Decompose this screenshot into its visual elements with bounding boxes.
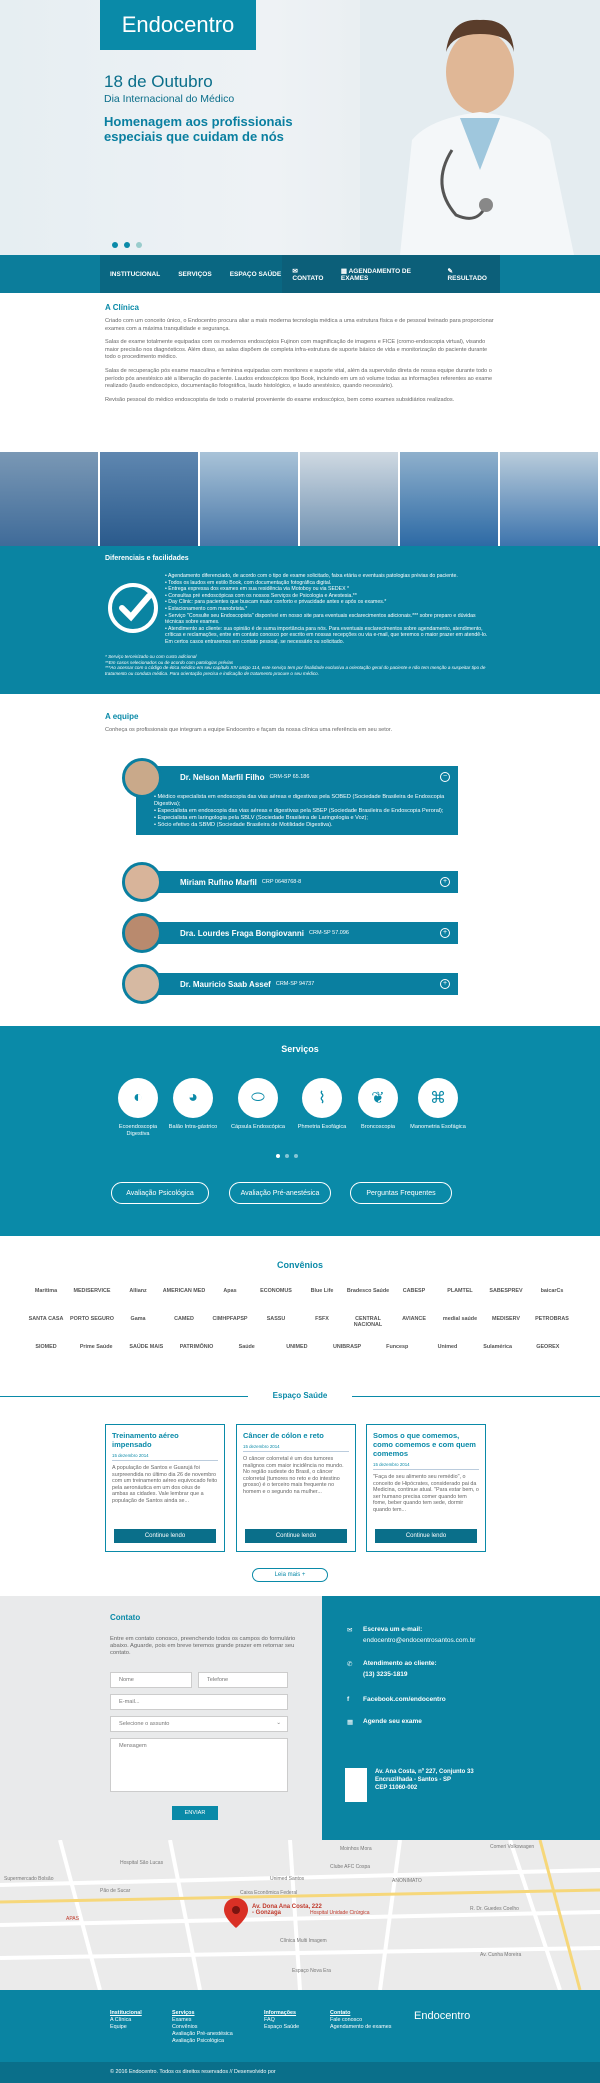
services-title: Serviços — [281, 1044, 319, 1054]
diff-note: * Serviço terceirizado ou com custo adicional — [105, 654, 197, 659]
read-more-button[interactable]: Leia mais + — [252, 1568, 328, 1582]
continue-button[interactable]: Continue lendo — [245, 1529, 347, 1543]
hero-subtitle: Dia Internacional do Médico — [104, 93, 235, 105]
convenio-logo: PETROBRAS — [535, 1316, 569, 1322]
service-item[interactable] — [228, 1078, 288, 1131]
avatar — [122, 758, 162, 798]
clinic-paragraph: Revisão pessoal do médico endoscopista de todo o material proveniente do exame endoscópico, bem como exames subsidiários realizados. — [105, 396, 455, 403]
manometry-icon: ⌘ — [418, 1078, 458, 1118]
service-label: Manometria Esofágica — [410, 1124, 466, 1130]
diff-notes — [105, 654, 495, 676]
service-label: Ecoendoscopia Digestiva — [118, 1124, 158, 1137]
diff-item: • Consultas pré endoscópicas com os nossos Serviços de Psicologia e Anestesia.** — [165, 592, 357, 599]
esophagus-icon: ⌇ — [302, 1078, 342, 1118]
chevron-down-icon: ⌄ — [276, 1720, 281, 1726]
phone-field[interactable]: Telefone — [198, 1672, 288, 1688]
service-item[interactable] — [408, 1078, 468, 1131]
convenio-logo: PATRIMÔNIO — [179, 1344, 214, 1350]
member-crm: CRM-SP 57.096 — [309, 930, 349, 936]
espaco-saude-section — [0, 1386, 600, 1586]
diff-note: ***Ao acessar com o código de ética médico em seu capítulo XIV artigo 114, este serviço tem por finalidade exclusiva a orientação geral do paciente e não tem menção a suspeitar tipo de tratamento ou conduta médica. Para orientação precisa e indicação de tratamento procure o seu médico. — [105, 665, 486, 676]
expand-icon[interactable]: + — [440, 877, 450, 887]
clinic-title: A Clínica — [105, 303, 139, 312]
article-date: 15 dezembro 2014 — [112, 1453, 218, 1461]
services-carousel-dots[interactable] — [276, 1154, 298, 1158]
carousel-dot[interactable] — [112, 242, 118, 248]
member-crm: CRM-SP 65.186 — [269, 774, 310, 780]
convenio-logo: Sulamérica — [483, 1344, 513, 1350]
footer-link[interactable]: Espaço Saúde — [264, 2024, 300, 2030]
article-date: 15 dezembro 2014 — [243, 1444, 349, 1452]
check-icon — [107, 582, 159, 634]
clinic-photo — [100, 452, 200, 546]
article-excerpt: O câncer colorretal é um dos tumores malignos com maior incidência no mundo. No região sudeste do Brasil, o câncer colorretal (tumores no reto e do intestino grosso) é o terceiro mais frequente no homem e o segundo na mulher... — [243, 1456, 344, 1495]
contact-phone[interactable]: (13) 3235-1819 — [363, 1671, 408, 1678]
calendar-icon: ▦ — [347, 1719, 354, 1726]
nav-espaco-saude[interactable]: ESPAÇO SAÚDE — [229, 270, 282, 278]
service-label: Broncoscopia — [361, 1124, 395, 1130]
member-name: Dra. Lourdes Fraga Bongiovanni — [180, 928, 305, 938]
map-label: Hospital Unidade Cirúrgica — [310, 1910, 370, 1916]
service-item[interactable] — [292, 1078, 352, 1131]
footer-col-title[interactable]: Contato — [330, 2010, 351, 2016]
convenio-logo: SABESPREV — [489, 1288, 523, 1294]
address-block — [345, 1768, 474, 1792]
map-marker-label: Av. Dona Ana Costa, 222 - Gonzaga — [252, 1904, 322, 1916]
clinic-photo — [400, 452, 500, 546]
convenio-logo: Blue Life — [310, 1288, 334, 1294]
email-label: Escreva um e-mail: — [363, 1626, 423, 1633]
convenio-logo: SASSU — [266, 1316, 286, 1322]
nav-resultado[interactable]: ✎ RESULTADO — [447, 267, 487, 282]
clinic-photo — [500, 452, 600, 546]
map-label: R. Dr. Guedes Coelho — [470, 1906, 519, 1912]
convenio-logo: FSFX — [315, 1316, 329, 1322]
convenio-logo: PLAMTEL — [447, 1288, 473, 1294]
clinic-photo — [0, 452, 100, 546]
article-excerpt: "Faça de seu alimento seu remédio", o conceito de Hipócrates, considerado pai da Medicina, continue atual. "Para estar bem, o ser humano precisa comer quando tem fome, beber quando tem sede, dormir quando tem... — [373, 1474, 479, 1513]
member-crm: CRM-SP 94737 — [275, 981, 315, 987]
member-details: • Médico especialista em endoscopia das vias aéreas e digestivas pela SOBED (Sociedade Brasileira de Endoscopia Digestiva); • Especialista em endoscopia das vias aéreas e digestivas pela SBEP (Sociedade Brasileira de Endoscopia Peroral); • Especialista em laringologia pela SBLV (Sociedade Brasileira de Laringologia e Voz); • Sócio efetivo da SBMD (Sociedade Brasileira de Motilidade Digestiva). — [136, 788, 458, 835]
article-date: 15 dezembro 2014 — [373, 1462, 479, 1470]
carousel-dot[interactable] — [276, 1154, 280, 1158]
schedule-label: Agende seu exame — [363, 1718, 422, 1725]
building-icon — [345, 1768, 367, 1802]
diff-note: **Em casos selecionados ou de acordo com patologias prévias — [105, 659, 234, 665]
service-item[interactable] — [163, 1078, 223, 1131]
differentials-section — [0, 546, 600, 694]
doctor-photo — [360, 0, 600, 255]
diff-title: Diferenciais e facilidades — [105, 555, 189, 562]
member-crm: CRP 06487​68-8 — [261, 879, 302, 885]
contact-section — [0, 1596, 600, 1840]
footer-col — [110, 2010, 142, 2031]
footer-link[interactable]: FAQ — [264, 2017, 275, 2023]
nav-servicos[interactable]: SERVIÇOS — [178, 270, 212, 278]
article-title[interactable]: Somos o que comemos, como comemos e com quem comemos — [373, 1431, 476, 1458]
nav-agendamento[interactable]: ▦ AGENDAMENTO DE EXAMES — [340, 267, 411, 282]
convenio-logo: Gama — [130, 1316, 146, 1322]
footer-link[interactable]: Fale conosco — [330, 2017, 363, 2023]
phone-label: Atendimento ao cliente: — [363, 1660, 437, 1667]
convenio-logo: baicarCs — [540, 1288, 564, 1294]
btn-avaliacao-psicologica[interactable]: Avaliação Psicológica — [111, 1182, 209, 1204]
diff-item: • Atendimento ao cliente: sua opinião é de suma importância para nós. Para eventuais esclarecimentos sobre agendamento, atendimento, críticas e reclamações, entre em contato conosco por escrito em nossas recepções ou via e-mail, que teremos o maior prazer em atendê-lo. Em certos casos entraremos em contato pessoal, se necessário ou solicitado. — [165, 625, 488, 645]
article-card[interactable] — [105, 1424, 225, 1552]
diff-list — [165, 573, 495, 646]
convenio-logo: PORTO SEGURO — [70, 1316, 114, 1322]
facebook-label: Facebook.com/endocentro — [363, 1696, 446, 1703]
footer-link[interactable]: Avaliação Psicológica — [172, 2038, 225, 2044]
carousel-dots[interactable] — [112, 242, 142, 248]
logo[interactable]: Endocentro — [100, 0, 256, 50]
btn-avaliacao-pre-anestesica[interactable]: Avaliação Pré-anestésica — [229, 1182, 331, 1204]
convenio-logo: AMERICAN MED — [162, 1288, 206, 1294]
convenio-logo: CENTRAL NACIONAL — [353, 1316, 383, 1328]
convenio-logo: GEOREX — [536, 1344, 560, 1350]
member-name: Dr. Mauricio Saab Assef — [180, 979, 271, 989]
capsule-icon: ⬭ — [238, 1078, 278, 1118]
subject-select[interactable] — [110, 1716, 288, 1732]
clinic-paragraph: Salas de recuperação pós exame masculina e feminina equipadas com monitores e suporte vital, além da supervisão direta de nossa equipe durante todo o período pós anestésico até a liberação do paciente. Laudos endoscópicos tipo Book, incluindo em um só volume todas as informações referentes ao exame realizado (laudo endoscópico, documentação fotográfica, laudo histológico, e laudo anestésico, quando necessário). — [105, 367, 493, 390]
address-line: CEP 11060-002 — [375, 1785, 418, 1791]
message-field[interactable]: Mensagem — [110, 1738, 288, 1792]
convenio-logo: UNIBRASP — [333, 1344, 362, 1350]
diff-item: • Agendamento diferenciado, de acordo com o tipo de exame solicitado, faixa etária e eventuais patologias prévias do paciente. — [165, 573, 458, 579]
expand-icon[interactable]: + — [440, 979, 450, 989]
convenio-logo: SIOMED — [35, 1344, 57, 1350]
nav-contato[interactable]: ✉ CONTATO — [292, 267, 324, 282]
footer — [0, 1990, 600, 2083]
service-label: Phmetria Esofágica — [297, 1124, 347, 1130]
footer-col-title[interactable]: Serviços — [172, 2010, 195, 2016]
clinic-section — [0, 293, 600, 453]
continue-button[interactable]: Continue lendo — [114, 1529, 216, 1543]
convenio-logo: CABESP — [402, 1288, 426, 1294]
map-label: Av. Cunha Moreira — [480, 1952, 522, 1958]
footer-link[interactable]: A Clínica — [110, 2017, 132, 2023]
clinic-photo-strip — [0, 452, 600, 546]
btn-perguntas-frequentes[interactable]: Perguntas Frequentes — [350, 1182, 452, 1204]
map-label: Pão de Sucar — [100, 1888, 131, 1894]
phone-icon: ✆ — [347, 1661, 353, 1668]
footer-link[interactable]: Convênios — [172, 2024, 198, 2030]
map-label: Comeri Volkswagen — [490, 1844, 535, 1850]
contact-title: Contato — [110, 1613, 141, 1622]
convenio-logo: MEDISERVICE — [73, 1288, 111, 1294]
convenio-logo: Prime Saúde — [79, 1344, 113, 1350]
convenio-logo: SAÚDE MAIS — [129, 1344, 164, 1350]
footer-col — [172, 2010, 233, 2045]
avatar — [122, 964, 162, 1004]
convenio-logo: Unimed — [437, 1344, 458, 1350]
hero-banner — [0, 0, 600, 255]
footer-col-title[interactable]: Institucional — [110, 2010, 142, 2016]
clinic-photo — [200, 452, 300, 546]
convenio-logo: Apas — [223, 1288, 237, 1294]
schedule-link[interactable] — [347, 1718, 422, 1725]
footer-link[interactable]: Equipe — [110, 2024, 127, 2030]
clinic-paragraph: Salas de exame totalmente equipadas com os modernos endoscópios Fujinon com magnificação de imagens e FICE (cromo-endoscopia virtual), visando maior precisão nos diagnósticos. Além disso, as salas dispõem de completa infra-estrutura de suporte básico de vida e monitorização do paciente durante todo o procedimento médico. — [105, 339, 488, 361]
convenio-logo: Bradesco Saúde — [346, 1288, 390, 1294]
diff-item: • Estacionamento com manobrista.* — [165, 605, 248, 612]
avatar — [122, 913, 162, 953]
article-card[interactable] — [366, 1424, 486, 1552]
lungs-icon: ❦ — [358, 1078, 398, 1118]
nav-institucional[interactable]: INSTITUCIONAL — [110, 270, 161, 278]
address-line: Av. Ana Costa, nº 227, Conjunto 33 — [375, 1769, 474, 1775]
member-header[interactable] — [136, 871, 458, 893]
carousel-dot[interactable] — [294, 1154, 298, 1158]
email-field[interactable]: E-mail... — [110, 1694, 288, 1710]
contact-email-block — [347, 1626, 475, 1644]
map-label: APAS — [66, 1916, 79, 1922]
article-title[interactable]: Treinamento aéreo impensado — [112, 1431, 179, 1449]
hero-tagline: Homenagem aos profissionais especiais que cuidam de nós — [104, 114, 293, 144]
map-label: ANONIMATO — [392, 1878, 422, 1884]
team-intro: Conheça os profissionais que integram a equipe Endocentro e façam da nossa clínica uma referência em seu setor. — [105, 727, 392, 733]
convenio-logo: medial saúde — [442, 1316, 478, 1322]
carousel-dot[interactable] — [136, 242, 142, 248]
send-button[interactable]: ENVIAR — [172, 1806, 218, 1820]
location-map[interactable] — [0, 1840, 600, 1990]
member-header[interactable] — [136, 922, 458, 944]
member-name: Dr. Nelson Marfil Filho — [180, 772, 265, 782]
diff-item: • Todos os laudos em estilo Book, com documentação fotográfica digital. — [165, 579, 332, 586]
diff-item: • Entrega expressa dos exames em sua residência via Motoboy ou via SEDEX * — [165, 586, 350, 593]
footer-link[interactable]: Avaliação Pré-anestésica — [172, 2031, 233, 2037]
clinic-photo — [300, 452, 400, 546]
diff-item: • Serviço "Consulte seu Endoscopista" disponível em nosso site para eventuais esclarecimentos adicionais.*** sobre preparo e dúvidas técnicas sobre exames. — [165, 612, 476, 626]
expand-icon[interactable]: + — [440, 928, 450, 938]
facebook-link[interactable] — [347, 1696, 446, 1703]
map-label: Hospital São Lucas — [120, 1860, 164, 1866]
main-nav — [0, 255, 600, 293]
map-label: Caixa Econômica Federal — [240, 1890, 298, 1896]
footer-link[interactable]: Exames — [172, 2017, 192, 2023]
footer-logo[interactable]: Endocentro — [414, 2010, 471, 2022]
diff-item: • Day Clinic: para pacientes que buscam maior conforto e privacidade antes e após os exames.* — [165, 599, 387, 606]
convenio-logo: Maritima — [34, 1288, 58, 1294]
avatar — [122, 862, 162, 902]
continue-button[interactable]: Continue lendo — [375, 1529, 477, 1543]
nav-resultado-label: RESULTADO — [447, 274, 487, 282]
footer-col-title[interactable]: Informações — [264, 2010, 297, 2016]
convenio-logo: CAMED — [174, 1316, 194, 1322]
contact-intro: Entre em contato conosco, preenchendo todos os campos do formulário abaixo. Aguarde, pois em breve teremos grande prazer em retornar seu contato. — [110, 1636, 296, 1657]
convenio-logo: Saúde — [238, 1344, 255, 1350]
convenio-logo: SANTA CASA — [28, 1316, 64, 1322]
convenio-logo: MEDISERV — [491, 1316, 521, 1322]
article-card[interactable] — [236, 1424, 356, 1552]
map-label: Supermercado Bolsão — [4, 1876, 54, 1882]
footer-link[interactable]: Agendamento de exames — [330, 2024, 392, 2030]
service-label: Cápsula Endoscópica — [230, 1124, 286, 1130]
facebook-icon: f — [347, 1696, 350, 1703]
convenio-logo: Funcesp — [386, 1344, 409, 1350]
nav-contato-label: CONTATO — [292, 274, 324, 282]
service-label: Balão Intra-gástrico — [168, 1124, 218, 1130]
carousel-dot[interactable] — [285, 1154, 289, 1158]
contact-phone-block — [347, 1660, 437, 1678]
nav-agendamento-label: AGENDAMENTO DE EXAMES — [340, 267, 411, 282]
contact-email[interactable]: endocentro@endocentrosantos.com.br — [363, 1637, 476, 1644]
convenio-logo: CIMHPFAPSP — [212, 1316, 248, 1322]
copyright: © 2016 Endocentro. Todos os direitos reservados // Desenvolvido por — [0, 2062, 600, 2083]
map-label: Espaço Nova Era — [292, 1968, 331, 1974]
clinic-paragraph: Criado com um conceito único, o Endocentro procura aliar a mais moderna tecnologia médica a uma estrutura física e de pessoal treinado para proporcionar exames com a máxima tranquilidade e segurança. — [105, 318, 494, 332]
map-label: Moinhos Mora — [340, 1846, 372, 1852]
convenio-logo: ECONOMUS — [260, 1288, 292, 1294]
envelope-icon: ✉ — [347, 1627, 353, 1634]
article-title[interactable]: Câncer de cólon e reto — [243, 1431, 324, 1440]
map-label: Clínica Multi Imagem — [280, 1938, 327, 1944]
convenio-logo: Allianz — [129, 1288, 147, 1294]
map-label: Clube AFC Cospa — [330, 1864, 371, 1870]
carousel-dot[interactable] — [124, 242, 130, 248]
name-field[interactable]: Nome — [110, 1672, 192, 1688]
convenios-section — [0, 1236, 600, 1386]
convenios-title: Convênios — [276, 1260, 323, 1270]
footer-col — [264, 2010, 299, 2031]
map-label: Unimed Santos — [270, 1876, 305, 1882]
article-excerpt: A população de Santos e Guarujá foi surpreendida no último dia 26 de novembro com um treinamento aéreo equivocado feito pela aeronáutica em um dos céus de ambas as cidades. Vale lembrar que a população de Santos ainda se... — [112, 1465, 218, 1504]
convenio-logo: AVIANCE — [402, 1316, 426, 1322]
service-item[interactable] — [348, 1078, 408, 1131]
service-item[interactable] — [108, 1078, 168, 1138]
member-header[interactable] — [136, 766, 458, 788]
address-line: Encruzilhada - Santos - SP — [375, 1777, 452, 1783]
team-title: A equipe — [105, 712, 139, 721]
convenio-logo: UNIMED — [286, 1344, 308, 1350]
espaco-title: Espaço Saúde — [272, 1391, 328, 1400]
balloon-icon: ◕ — [173, 1078, 213, 1118]
subject-select-label: Selecione o assunto — [119, 1721, 170, 1727]
member-name: Miriam Rufino Marfil — [180, 877, 257, 887]
member-header[interactable] — [136, 973, 458, 995]
services-section — [0, 1026, 600, 1236]
stomach-icon: ◐ — [118, 1078, 158, 1118]
hero-date: 18 de Outubro — [104, 72, 213, 91]
footer-col — [330, 2010, 391, 2031]
collapse-icon[interactable]: − — [440, 772, 450, 782]
